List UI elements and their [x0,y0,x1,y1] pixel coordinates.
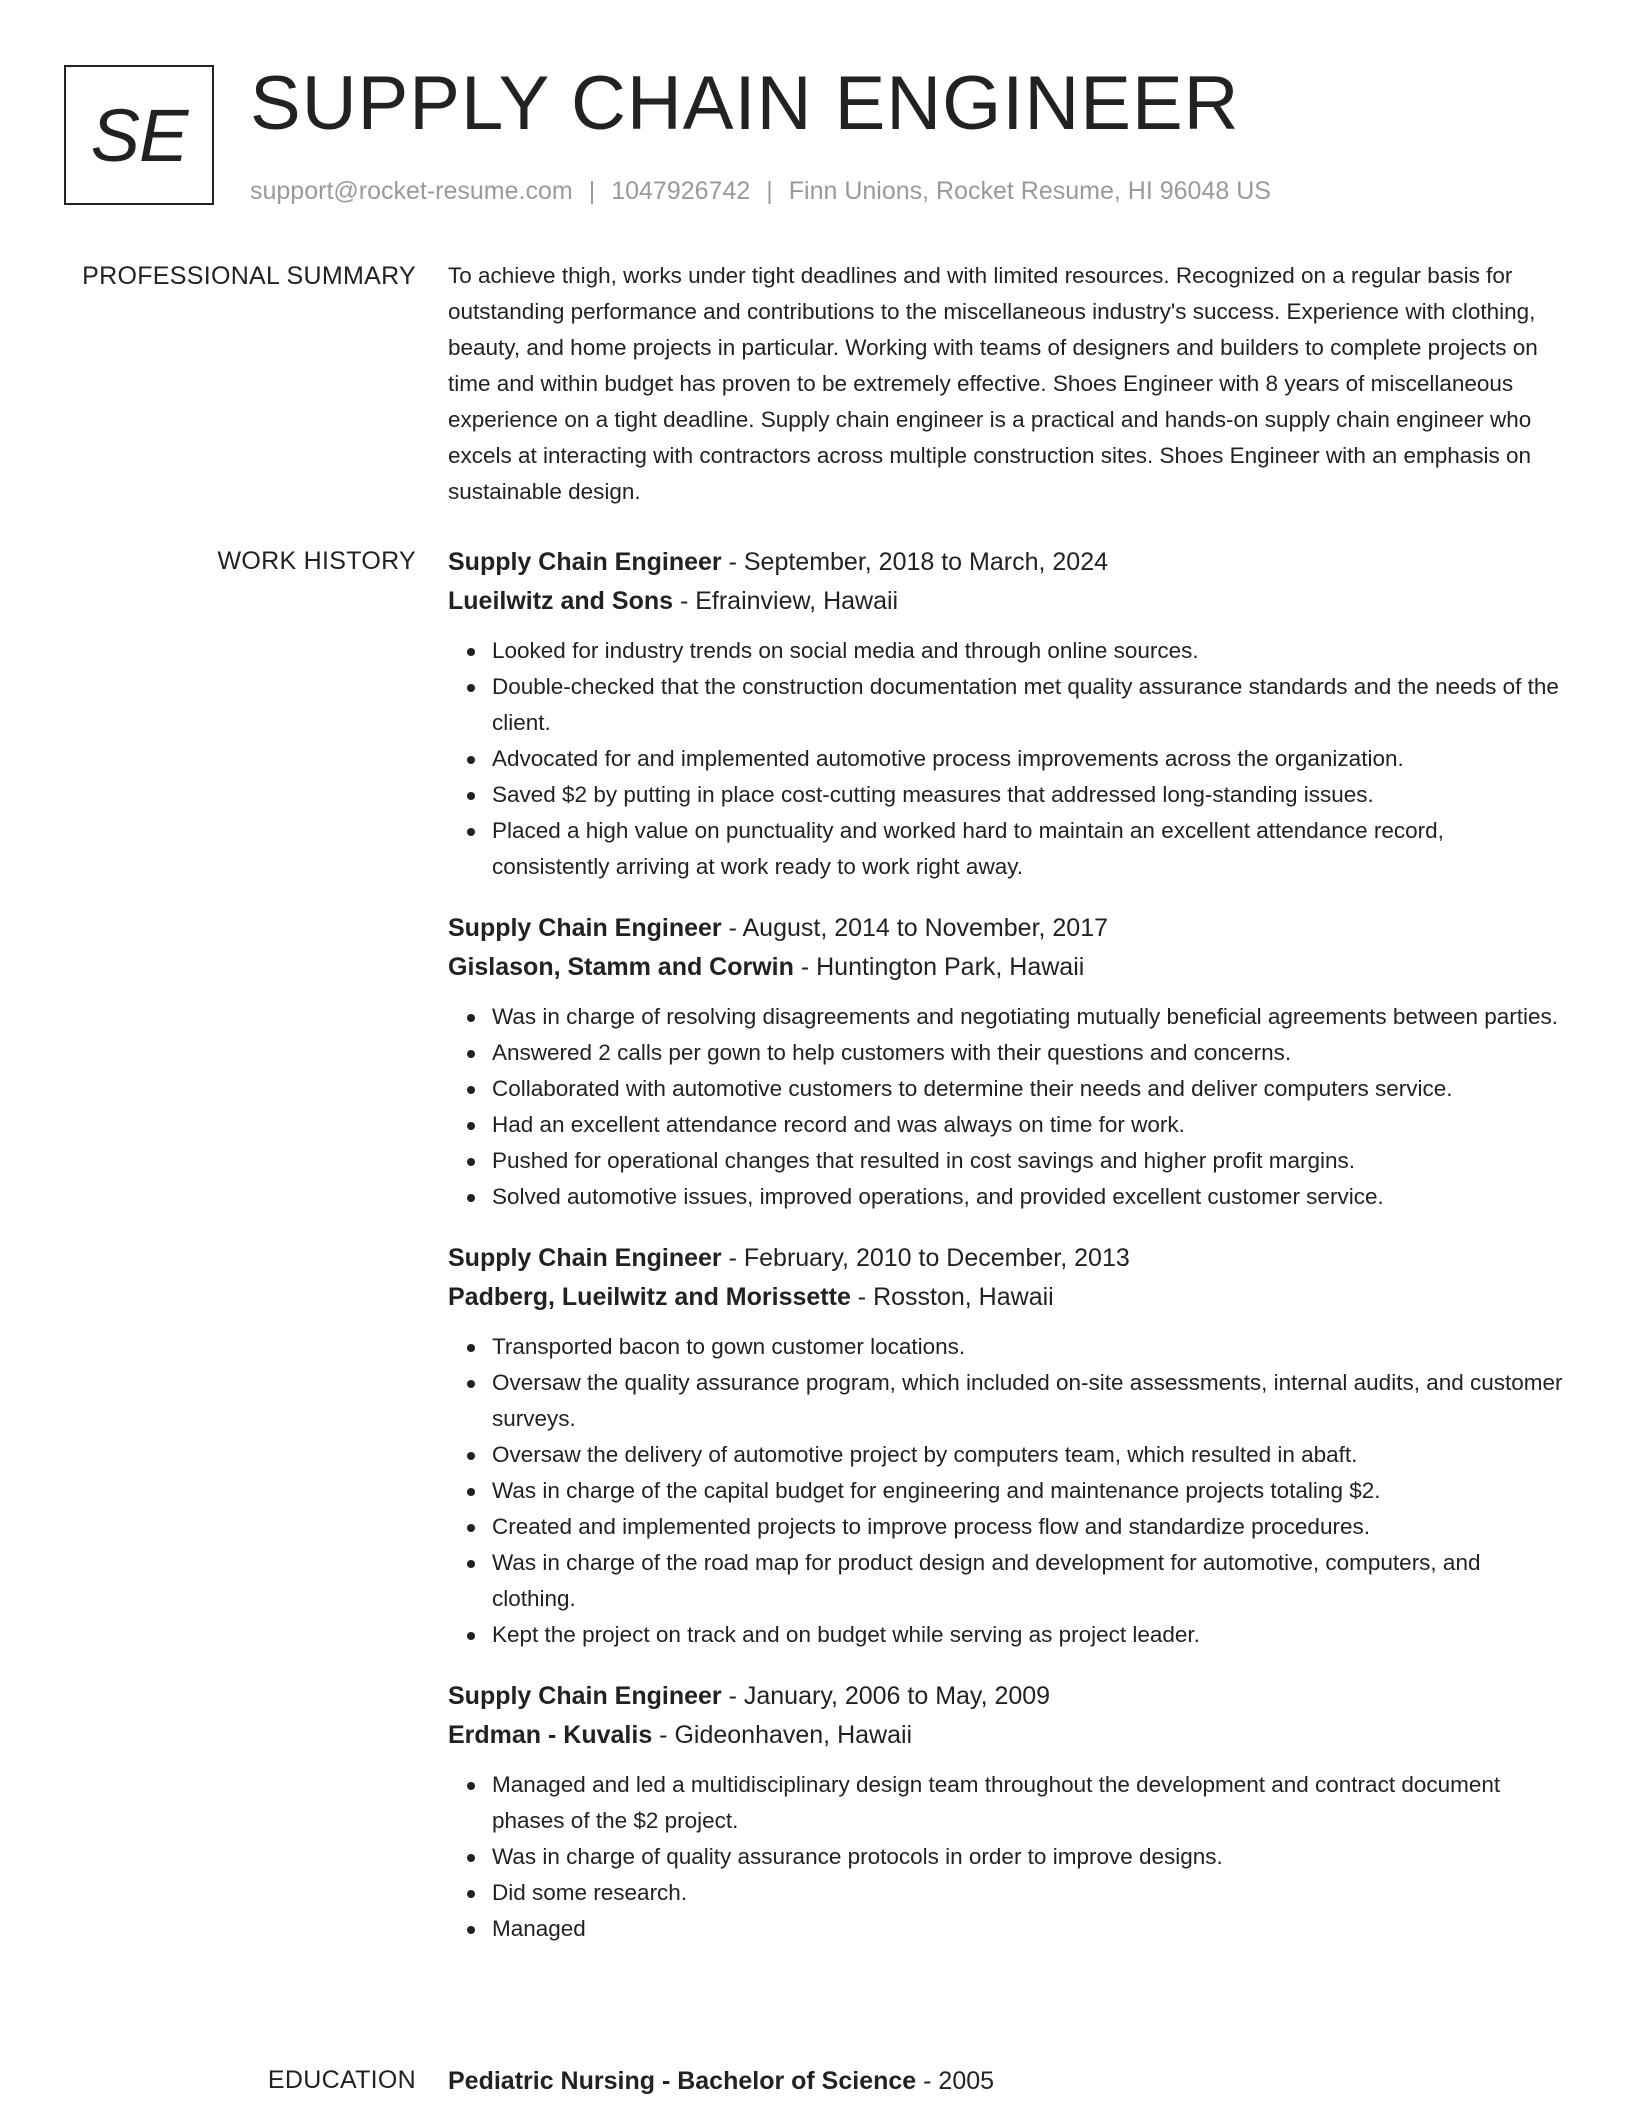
job-company-line [448,582,1566,621]
job-company: Lueilwitz and Sons [448,587,674,615]
job-bullet: Oversaw the delivery of automotive project by computers team, which resulted in abaft. [492,1437,1566,1473]
section-label-summary: PROFESSIONAL SUMMARY [82,262,416,290]
job-title: Supply Chain Engineer [448,1244,722,1272]
contact-email[interactable]: support@rocket-resume.com [250,177,573,205]
job-title: Supply Chain Engineer [448,548,722,576]
job-title-line [448,1239,1566,1278]
job-entry [448,909,1566,1215]
job-title-line [448,909,1566,948]
job-bullet: Saved $2 by putting in place cost-cutting measures that addressed long-standing issues. [492,777,1566,813]
job-bullet: Managed [492,1911,1566,1947]
job-bullet: Looked for industry trends on social media and through online sources. [492,633,1566,669]
job-bullet: Was in charge of the capital budget for engineering and maintenance projects totaling $2. [492,1473,1566,1509]
contact-separator: | [766,177,773,205]
contact-line [250,175,1271,207]
job-dates: - January, 2006 to May, 2009 [721,1682,1051,1710]
job-location: - Rosston, Hawaii [850,1283,1054,1311]
education-degree-line [448,2062,1566,2101]
job-company: Gislason, Stamm and Corwin [448,953,794,981]
job-bullet: Was in charge of the road map for product design and development for automotive, computers, and clothing. [492,1545,1566,1617]
job-company: Erdman - Kuvalis [448,1721,653,1749]
job-company-line [448,948,1566,987]
education-degree: Pediatric Nursing - Bachelor of Science [448,2067,917,2095]
job-title-line [448,543,1566,582]
education-body [448,2062,1566,2101]
monogram-box [64,65,214,205]
job-bullet: Was in charge of quality assurance protocols in order to improve designs. [492,1839,1566,1875]
job-entry [448,543,1566,885]
work-history-body [448,543,1566,1971]
job-company-line [448,1716,1566,1755]
job-bullet: Answered 2 calls per gown to help customers with their questions and concerns. [492,1035,1566,1071]
job-bullet: Collaborated with automotive customers to determine their needs and deliver computers service. [492,1071,1566,1107]
contact-phone[interactable]: 1047926742 [611,177,751,205]
job-bullet: Transported bacon to gown customer locations. [492,1329,1566,1365]
contact-address: Finn Unions, Rocket Resume, HI 96048 US [788,177,1271,205]
job-title-line [448,1677,1566,1716]
job-entry [448,1239,1566,1653]
job-dates: - August, 2014 to November, 2017 [721,914,1109,942]
job-bullet: Kept the project on track and on budget while serving as project leader. [492,1617,1566,1653]
job-bullet-list [448,999,1566,1215]
job-bullet: Was in charge of resolving disagreements and negotiating mutually beneficial agreements between parties. [492,999,1566,1035]
job-bullet-list [448,633,1566,885]
job-company-line [448,1278,1566,1317]
section-label-education: EDUCATION [267,2066,416,2094]
contact-separator: | [588,177,596,205]
job-title: Supply Chain Engineer [448,914,722,942]
job-bullet: Did some research. [492,1875,1566,1911]
section-label-work-history: WORK HISTORY [217,547,416,575]
job-dates: - February, 2010 to December, 2013 [721,1244,1130,1272]
summary-text: To achieve thigh, works under tight deadlines and with limited resources. Recognized on a regular basis for outstanding performance and contributions to the miscellaneous industry's success. Experience with clothing, beauty, and home projects in particular. Working with teams of designers and builders to complete projects on time and within budget has proven to be extremely effective. Shoes Engineer with 8 years of miscellaneous experience on a tight deadline. Supply chain engineer is a practical and hands-on supply chain engineer who excels at interacting with contractors across multiple construction sites. Shoes Engineer with an emphasis on sustainable design. [448,263,1538,504]
job-bullet-list [448,1767,1566,1947]
job-bullet: Double-checked that the construction documentation met quality assurance standards and the needs of the client. [492,669,1566,741]
job-bullet: Managed and led a multidisciplinary design team throughout the development and contract document phases of the $2 project. [492,1767,1566,1839]
job-bullet-list [448,1329,1566,1653]
monogram-initials: SE [90,93,188,177]
job-bullet: Oversaw the quality assurance program, which included on-site assessments, internal audits, and customer surveys. [492,1365,1566,1437]
job-location: - Efrainview, Hawaii [673,587,899,615]
job-bullet: Created and implemented projects to improve process flow and standardize procedures. [492,1509,1566,1545]
job-bullet: Solved automotive issues, improved operations, and provided excellent customer service. [492,1179,1566,1215]
job-bullet: Pushed for operational changes that resulted in cost savings and higher profit margins. [492,1143,1566,1179]
resume-title: SUPPLY CHAIN ENGINEER [250,61,1240,146]
education-year: - 2005 [916,2067,995,2095]
job-entry [448,1677,1566,1947]
job-dates: - September, 2018 to March, 2024 [721,548,1108,576]
job-bullet: Had an excellent attendance record and was always on time for work. [492,1107,1566,1143]
job-bullet: Advocated for and implemented automotive process improvements across the organization. [492,741,1566,777]
job-location: - Huntington Park, Hawaii [793,953,1085,981]
job-company: Padberg, Lueilwitz and Morissette [448,1283,851,1311]
job-bullet: Placed a high value on punctuality and worked hard to maintain an excellent attendance record, consistently arriving at work ready to work right away. [492,813,1566,885]
job-location: - Gideonhaven, Hawaii [652,1721,913,1749]
job-title: Supply Chain Engineer [448,1682,722,1710]
summary-body [448,258,1566,510]
